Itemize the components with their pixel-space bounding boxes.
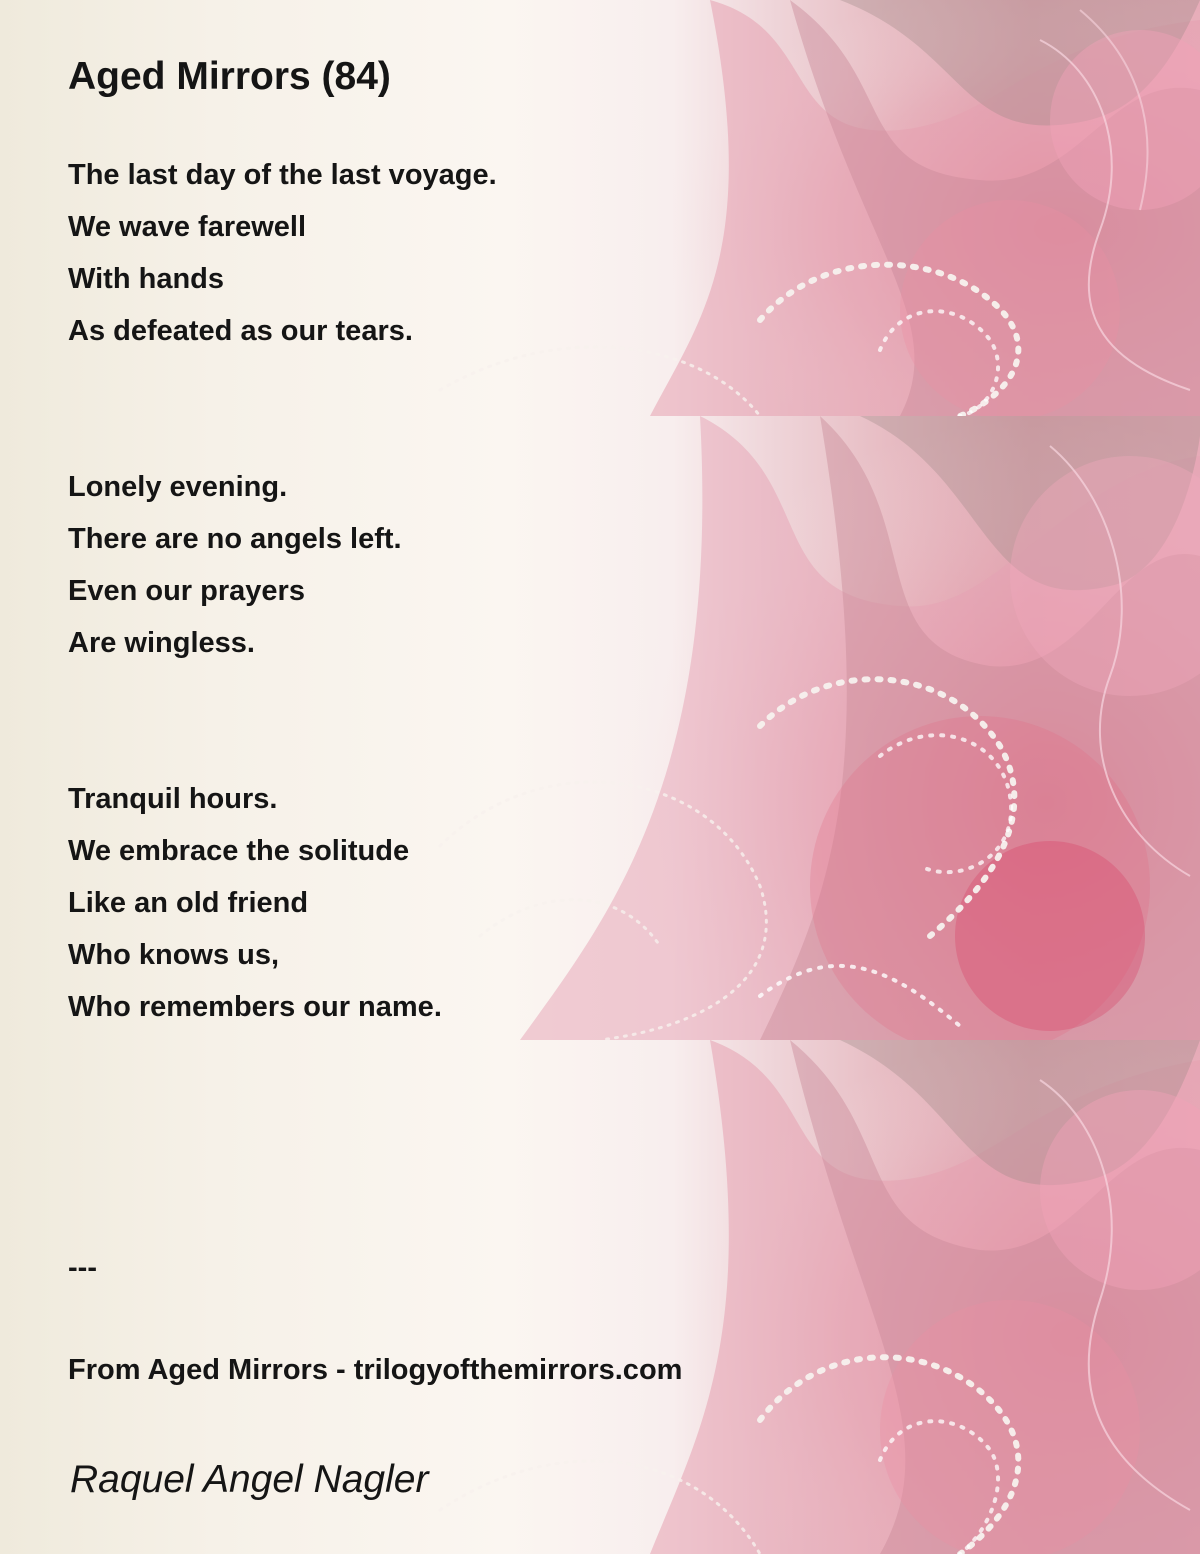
poem-source: From Aged Mirrors - trilogyofthemirrors.com <box>68 1354 683 1386</box>
poem-line: Lonely evening. <box>68 471 288 503</box>
poem-separator: --- <box>68 1252 97 1284</box>
poem-line: We wave farewell <box>68 211 307 243</box>
poem-line: With hands <box>68 263 225 295</box>
poem-line: The last day of the last voyage. <box>68 159 497 191</box>
stanza-2 <box>68 461 788 669</box>
poem-line: We embrace the solitude <box>68 835 410 867</box>
poem-line: Tranquil hours. <box>68 783 278 815</box>
poem-line: Who knows us, <box>68 939 280 971</box>
stanza-1 <box>68 149 788 357</box>
author-signature: Raquel Angel Nagler <box>70 1458 429 1501</box>
poem-line: There are no angels left. <box>68 523 402 555</box>
poem-line: Who remembers our name. <box>68 991 442 1023</box>
poem-line: Like an old friend <box>68 887 309 919</box>
poem-line: Are wingless. <box>68 627 255 659</box>
stanza-3 <box>68 773 788 1033</box>
poem-line: As defeated as our tears. <box>68 315 413 347</box>
poem-title: Aged Mirrors (84) <box>68 55 391 98</box>
poem-line: Even our prayers <box>68 575 305 607</box>
